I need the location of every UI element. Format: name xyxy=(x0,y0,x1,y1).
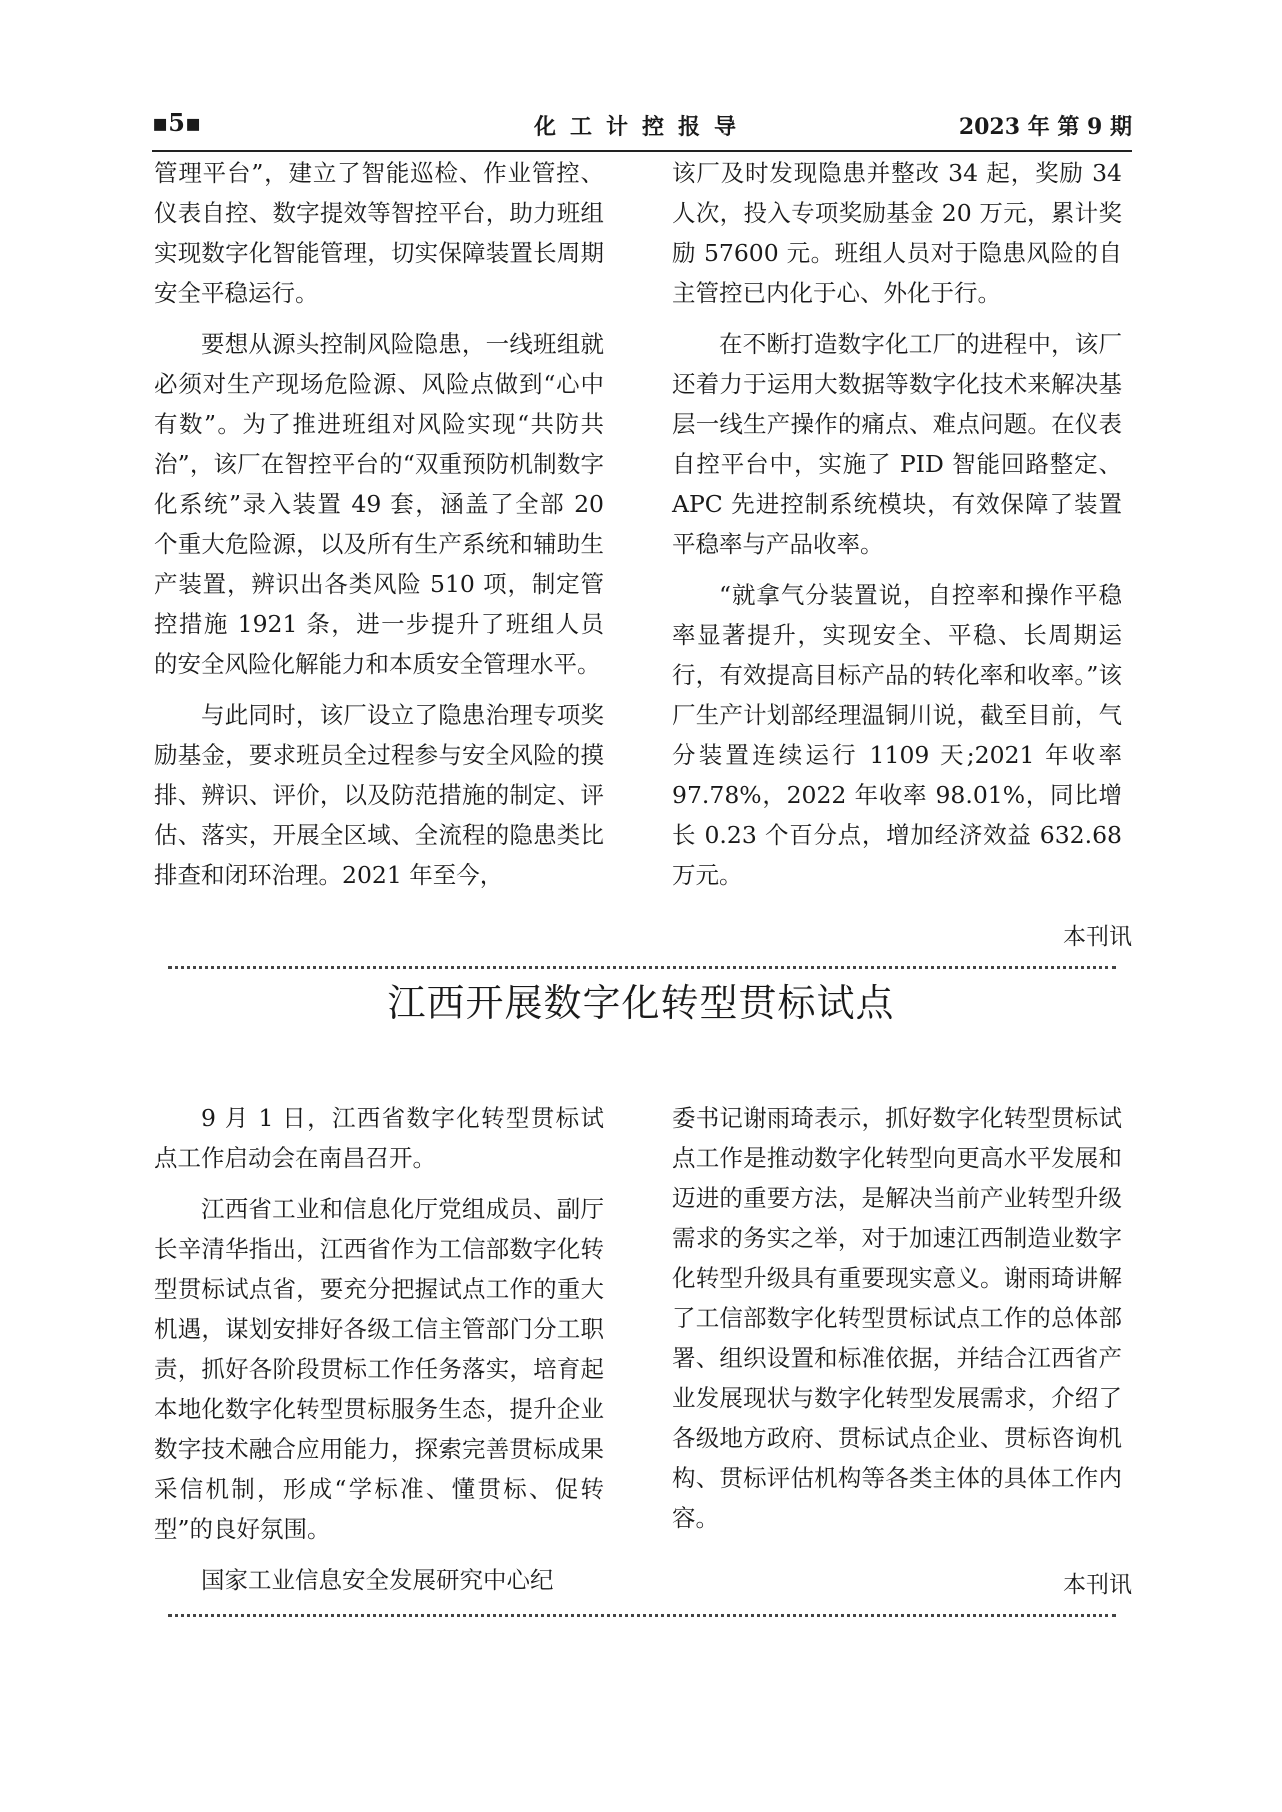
article1-left-column xyxy=(154,153,604,895)
paragraph: 要想从源头控制风险隐患，一线班组就必须对生产现场危险源、风险点做到“心中有数”。为了推进班组对风险实现“共防共治”，该厂在智控平台的“双重预防机制数字化系统”录入装置 49 套，涵盖了全部 20 个重大危险源，以及所有生产系统和辅助生产装置，辨识出各类风险 510 项，制定管控措施 1921 条，进一步提升了班组人员的安全风险化解能力和本质安全管理水平。 xyxy=(154,330,604,678)
paragraph: 委书记谢雨琦表示，抓好数字化转型贯标试点工作是推动数字化转型向更高水平发展和迈进的重要方法，是解决当前产业转型升级需求的务实之举，对于加速江西制造业数字化转型升级具有重要现实意义。谢雨琦讲解了工信部数字化转型贯标试点工作的总体部署、组织设置和标准依据，并结合江西省产业发展现状与数字化转型发展需求，介绍了各级地方政府、贯标试点企业、贯标咨询机构、贯标评估机构等各类主体的具体工作内容。 xyxy=(672,1104,1122,1532)
paragraph: 国家工业信息安全发展研究中心纪 xyxy=(201,1566,554,1594)
paragraph: 与此同时，该厂设立了隐患治理专项奖励基金，要求班员全过程参与安全风险的摸排、辨识、评价，以及防范措施的制定、评估、落实，开展全区域、全流程的隐患类比排查和闭环治理。2021 年至今， xyxy=(154,701,604,889)
article1-right-column xyxy=(672,153,1122,895)
paragraph: 在不断打造数字化工厂的进程中，该厂还着力于运用大数据等数字化技术来解决基层一线生产操作的痛点、难点问题。在仪表自控平台中，实施了 PID 智能回路整定、APC 先进控制系统模块，有效保障了装置平稳率与产品收率。 xyxy=(672,330,1122,558)
journal-title: 化工计控报导 xyxy=(533,114,750,140)
article1-source: 本刊讯 xyxy=(1063,924,1132,950)
article2-right-column xyxy=(672,1098,1122,1538)
article2-left-column xyxy=(154,1098,604,1600)
divider xyxy=(168,966,1116,969)
paragraph: 9 月 1 日，江西省数字化转型贯标试点工作启动会在南昌召开。 xyxy=(154,1104,604,1172)
paragraph: 管理平台”，建立了智能巡检、作业管控、仪表自控、数字提效等智控平台，助力班组实现数字化智能管理，切实保障装置长周期安全平稳运行。 xyxy=(154,159,604,307)
paragraph: “就拿气分装置说，自控率和操作平稳率显著提升，实现安全、平稳、长周期运行，有效提高目标产品的转化率和收率。”该厂生产计划部经理温铜川说，截至目前，气分装置连续运行 1109 天;2021 年收率 97.78%，2022 年收率 98.01%，同比增长 0.23 个百分点，增加经济效益 632.68 万元。 xyxy=(672,581,1122,889)
issue-label: 2023 年 第 9 期 xyxy=(958,114,1132,140)
article2-source: 本刊讯 xyxy=(1063,1572,1132,1598)
article2-title: 江西开展数字化转型贯标试点 xyxy=(387,981,895,1025)
page-number: ▪5▪ xyxy=(152,108,202,137)
divider xyxy=(168,1614,1116,1617)
page-header xyxy=(152,104,1132,152)
paragraph: 该厂及时发现隐患并整改 34 起，奖励 34 人次，投入专项奖励基金 20 万元，累计奖励 57600 元。班组人员对于隐患风险的自主管控已内化于心、外化于行。 xyxy=(672,159,1122,307)
paragraph: 江西省工业和信息化厅党组成员、副厅长辛清华指出，江西省作为工信部数字化转型贯标试点省，要充分把握试点工作的重大机遇，谋划安排好各级工信主管部门分工职责，抓好各阶段贯标工作任务落实，培育起本地化数字化转型贯标服务生态，提升企业数字技术融合应用能力，探索完善贯标成果采信机制，形成“学标准、懂贯标、促转型”的良好氛围。 xyxy=(154,1195,604,1543)
